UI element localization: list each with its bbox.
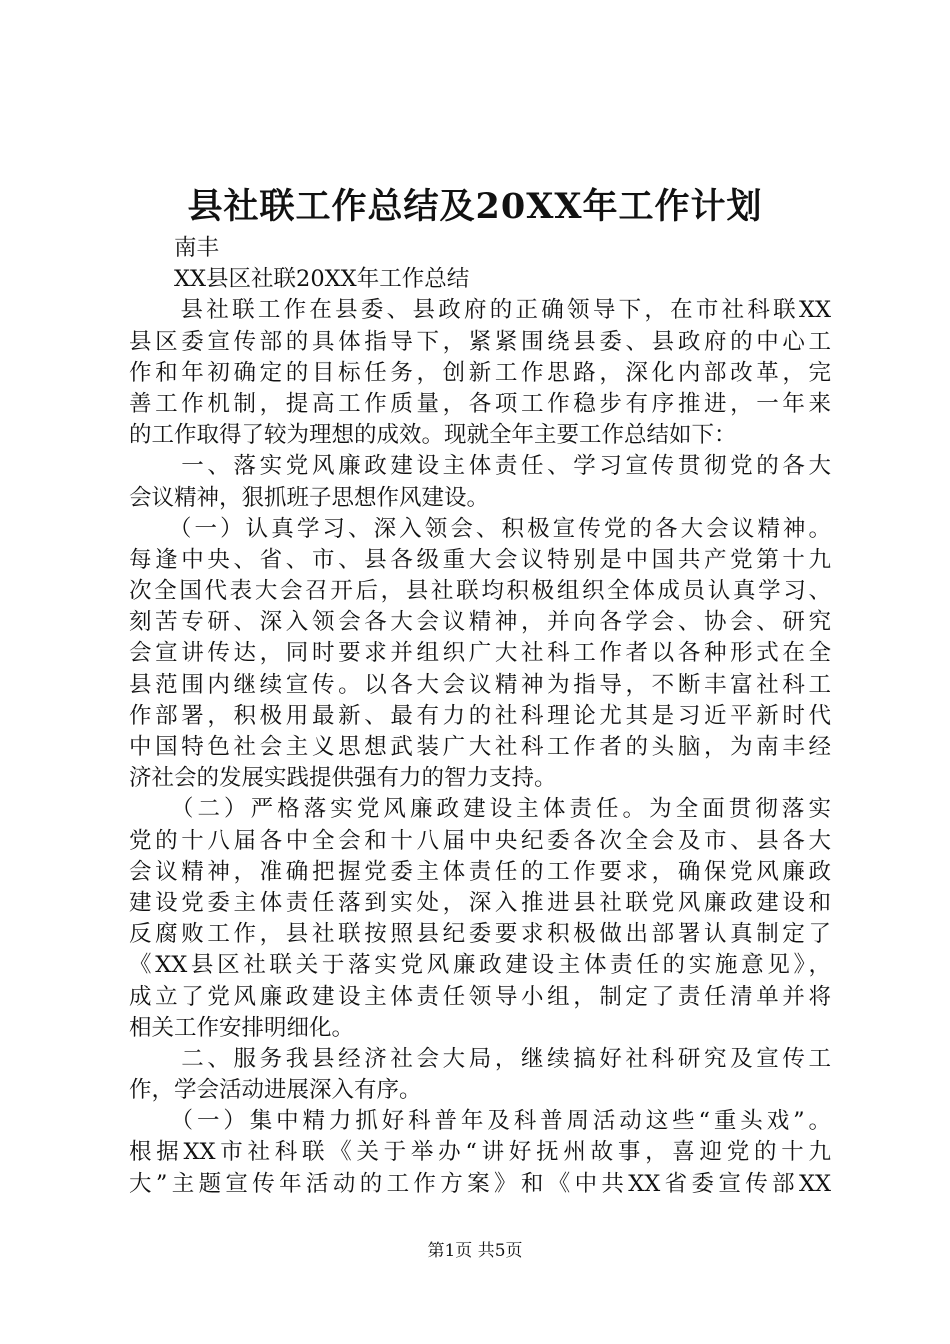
document-title: 县社联工作总结及20XX年工作计划 [187,186,763,227]
text-line: 的工作取得了较为理想的成效。现就全年主要工作总结如下： [129,422,737,449]
text-line: 次全国代表大会召开后，县社联均积极组织全体成员认真学习、 [129,578,831,605]
text-line: 反腐败工作，县社联按照县纪委要求积极做出部署认真制定了 [129,921,831,948]
text-line: 作部署，积极用最新、最有力的社科理论尤其是习近平新时代 [129,702,831,729]
document-body [129,233,831,1200]
text-line: 每逢中央、省、市、县各级重大会议特别是中国共产党第十九 [129,546,831,573]
text-line: 南丰 [129,235,220,261]
text-line: 相关工作安排明细化。 [129,1014,355,1041]
text-line: XX县区社联20XX年工作总结 [129,266,470,293]
text-line: 作和年初确定的目标任务，创新工作思路，深化内部改革，完 [129,359,831,386]
text-line: 善工作机制，提高工作质量，各项工作稳步有序推进，一年来 [129,390,831,417]
text-line: 会宣讲传达，同时要求并组织广大社科工作者以各种形式在全 [129,640,831,667]
text-line: 中国特色社会主义思想武装广大社科工作者的头脑，为南丰经 [129,734,831,760]
text-line: 大”主题宣传年活动的工作方案》和《中共XX省委宣传部XX [129,1170,831,1197]
text-line: 根据XX市社科联《关于举办“讲好抚州故事，喜迎党的十九 [129,1139,831,1166]
page-footer: 第1页 共5页 [427,1241,523,1261]
text-line: 二、服务我县经济社会大局，继续搞好社科研究及宣传工 [129,1045,831,1072]
text-line: 会议精神，准确把握党委主体责任的工作要求，确保党风廉政 [129,858,831,885]
text-line: 《XX县区社联关于落实党风廉政建设主体责任的实施意见》， [129,952,831,979]
text-line: 县社联工作在县委、县政府的正确领导下，在市社科联XX [129,297,831,324]
text-line: （二）严格落实党风廉政建设主体责任。为全面贯彻落实 [129,796,831,823]
text-line: 济社会的发展实践提供强有力的智力支持。 [129,765,557,792]
text-line: 建设党委主体责任落到实处，深入推进县社联党风廉政建设和 [129,889,831,916]
text-line: 成立了党风廉政建设主体责任领导小组，制定了责任清单并将 [129,983,831,1010]
text-line: 作，学会活动进展深入有序。 [129,1077,422,1104]
text-line: 刻苦专研、深入领会各大会议精神，并向各学会、协会、研究 [129,609,831,636]
text-line: 党的十八届各中全会和十八届中央纪委各次全会及市、县各大 [129,827,831,854]
text-line: 一、落实党风廉政建设主体责任、学习宣传贯彻党的各大 [129,453,831,480]
text-line: （一）认真学习、深入领会、积极宣传党的各大会议精神。 [129,515,831,542]
text-line: 县范围内继续宣传。以各大会议精神为指导，不断丰富社科工 [129,671,831,698]
text-line: 会议精神，狠抓班子思想作风建设。 [129,484,490,511]
text-line: （一）集中精力抓好科普年及科普周活动这些“重头戏”。 [129,1108,831,1135]
text-line: 县区委宣传部的具体指导下，紧紧围绕县委、县政府的中心工 [129,328,831,355]
